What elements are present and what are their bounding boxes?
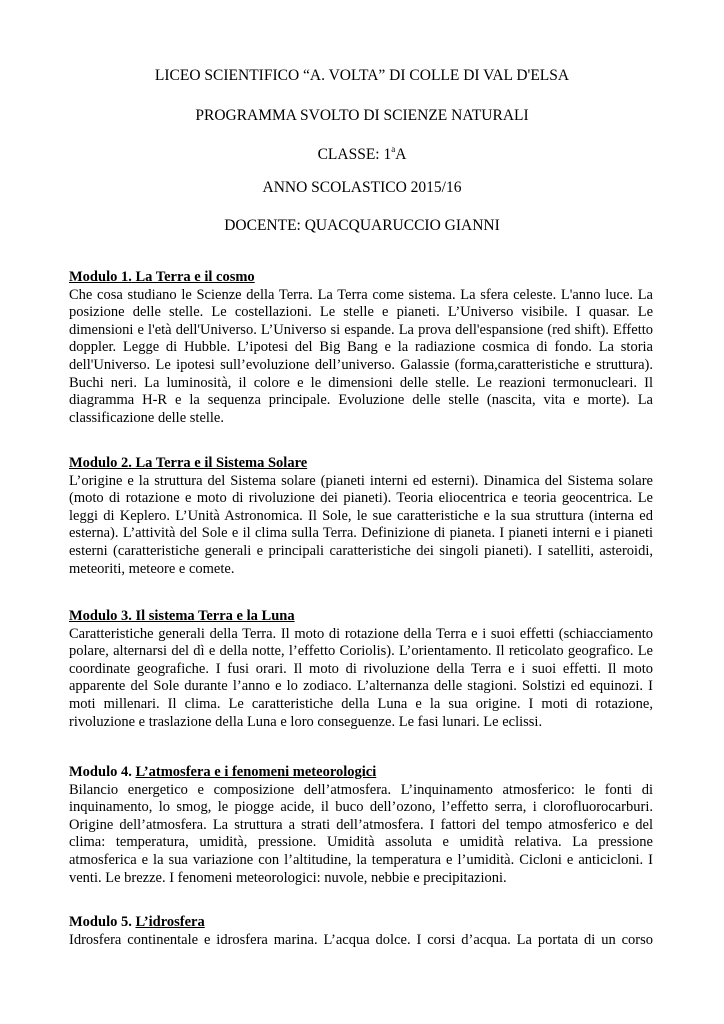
program-title: PROGRAMMA SVOLTO DI SCIENZE NATURALI <box>195 107 529 124</box>
module-3 <box>69 608 653 731</box>
module-4-number: Modulo 4. <box>69 764 132 780</box>
module-2-heading <box>69 455 653 473</box>
module-3-title: Il sistema Terra e la Luna <box>135 608 295 624</box>
module-3-number: Modulo 3. <box>69 608 132 624</box>
module-2-text: L’origine e la struttura del Sistema solare (pianeti interni ed esterni). Dinamica del Sistema solare (moto di rotazione e moto di rivoluzione dei pianeti). Teoria eliocentrica e teoria geocentrica. Le leggi di Keplero. L’Unità Astronomica. Il Sole, le sue caratteristiche e la sua struttura (interna ed esterna). L’attività del Sole e il clima sulla Terra. Definizione di pianeta. I pianeti interni e i pianeti esterni (caratteristiche generali e principali caratteristiche dei singoli pianeti). I satelliti, asteroidi, meteoriti, meteore e comete. <box>69 472 653 577</box>
module-4-title: L’atmosfera e i fenomeni meteorologici <box>135 764 377 780</box>
class-suffix: A <box>395 146 407 163</box>
module-5 <box>69 914 653 949</box>
module-2-title: La Terra e il Sistema Solare <box>135 455 308 471</box>
school-year: ANNO SCOLASTICO 2015/16 <box>262 179 462 196</box>
module-5-heading <box>69 914 653 932</box>
module-1-text: Che cosa studiano le Scienze della Terra. La Terra come sistema. La sfera celeste. L'anno luce. La posizione delle stelle. Le costellazioni. Le stelle e pianeti. L’Universo visibile. I quasar. Le dimensioni e l'età dell'Universo. L’Universo si espande. La prova dell'espansione (red shift). Effetto doppler. Legge di Hubble. L’ipotesi del Big Bang e la radiazione cosmica di fondo. La storia dell'Universo. Le ipotesi sull’evoluzione dell’universo. Galassie (forma,caratteristiche e struttura). Buchi neri. La luminosità, il colore e le dimensioni delle stelle. Le reazioni termonucleari. Il diagramma H-R e la sequenza principale. Evoluzione delle stelle (nascita, vita e morte). La classificazione delle stelle. <box>69 286 653 426</box>
module-4-heading <box>69 764 653 782</box>
module-2-number: Modulo 2. <box>69 455 132 471</box>
teacher-name: DOCENTE: QUACQUARUCCIO GIANNI <box>224 217 500 234</box>
module-1 <box>69 269 653 427</box>
module-3-text: Caratteristiche generali della Terra. Il moto di rotazione della Terra e i suoi effetti (schiacciamento polare, alternarsi del dì e della notte, l’effetto Coriolis). L’orientamento. Il reticolato geografico. Le coordinate geografiche. I fusi orari. Il moto di rivoluzione della Terra e i suoi effetti. Il moto apparente del Sole durante l’anno e lo zodiaco. L’alternanza delle stagioni. Solstizi ed equinozi. I moti millenari. Il clima. Le caratteristiche della Luna e la sua origine. I moti di rotazione, rivoluzione e traslazione della Luna e loro conseguenze. Le fasi lunari. Le eclissi. <box>69 625 653 730</box>
module-5-text: Idrosfera continentale e idrosfera marina. L’acqua dolce. I corsi d’acqua. La portata di un corso <box>69 931 653 948</box>
module-3-heading <box>69 608 653 626</box>
class-prefix: CLASSE: 1 <box>317 146 392 163</box>
module-4 <box>69 764 653 887</box>
module-5-title: L’idrosfera <box>135 914 205 930</box>
school-name: LICEO SCIENTIFICO “A. VOLTA” DI COLLE DI VAL D'ELSA <box>154 67 570 84</box>
module-1-heading <box>69 269 653 287</box>
module-4-text: Bilancio energetico e composizione dell’atmosfera. L’inquinamento atmosferico: le fonti di inquinamento, lo smog, le piogge acide, il buco dell’ozono, l’effetto serra, i clorofluorocarburi. Origine dell’atmosfera. La struttura a strati dell’atmosfera. I fattori del tempo atmosferico e del clima: temperatura, umidità, pressione. Umidità assoluta e umidità relativa. La pressione atmosferica e la sua variazione con l’altitudine, la temperatura e l’umidità. Cicloni e anticicloni. I venti. Le brezze. I fenomeni meteorologici: nuvole, nebbie e precipitazioni. <box>69 781 653 886</box>
module-5-number: Modulo 5. <box>69 914 132 930</box>
module-2 <box>69 455 653 578</box>
class-superscript: a <box>391 144 396 154</box>
class-line <box>0 145 724 165</box>
module-1-number: Modulo 1. <box>69 269 132 285</box>
module-1-title: La Terra e il cosmo <box>135 269 255 285</box>
